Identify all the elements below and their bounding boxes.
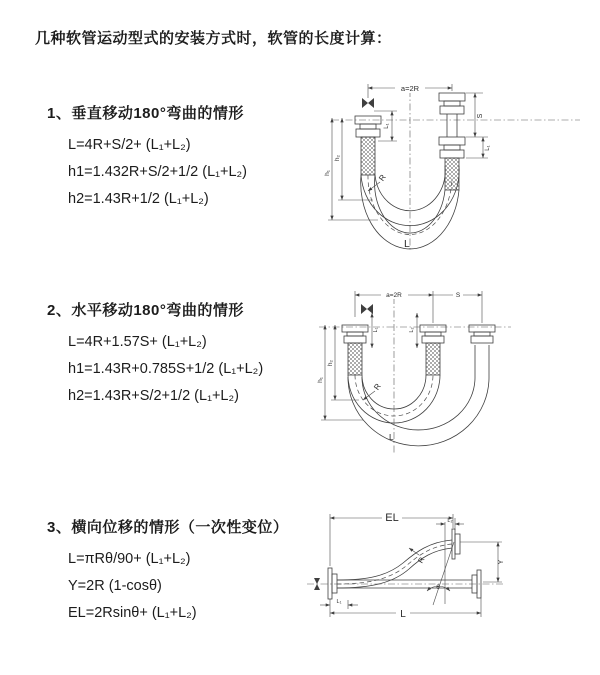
formula-L: L=4R+1.57S+ (L₁+L₂) <box>68 334 207 350</box>
dim-label-h1: h₁ <box>317 377 324 383</box>
fixed-point-marker-icon <box>314 578 320 590</box>
dim-label-h1: h₁ <box>324 170 331 176</box>
dim-label-R: R <box>415 555 427 565</box>
dim-label-EL: EL <box>385 512 399 524</box>
fixed-point-marker-icon <box>361 304 373 314</box>
section-vertical-movement <box>47 102 247 213</box>
dim-label-h2: h₂ <box>334 154 341 162</box>
diagram-horizontal-180-bend <box>315 283 515 473</box>
angle-construction <box>427 522 454 605</box>
formula-EL: EL=2Rsinθ+ (L₁+L₂) <box>68 605 197 621</box>
braided-hose <box>445 158 459 190</box>
braided-hose <box>426 343 440 375</box>
dim-label-theta: θ <box>436 584 440 591</box>
dimension-fitting-right <box>466 137 491 158</box>
hose-u-bend <box>361 166 459 249</box>
dim-label-a2r: a=2R <box>400 84 420 93</box>
flange-fitting-right-moved <box>469 325 495 343</box>
dimension-width <box>355 289 482 323</box>
dimension-fitting-right <box>436 518 464 530</box>
hose-s-curve <box>337 540 452 588</box>
dim-label-L: L <box>400 609 406 620</box>
flange-fitting-right <box>439 93 465 190</box>
flange-fitting-left <box>342 325 368 375</box>
formula-L: L=πRθ/90+ (L₁+L₂) <box>68 551 191 567</box>
dim-label-L1-left: L₁ <box>384 123 390 129</box>
braided-hose <box>348 343 362 375</box>
dim-label-L1-right: L₁ <box>485 145 491 151</box>
braided-hose <box>361 137 375 175</box>
dimension-EL <box>330 510 453 566</box>
dim-label-L1: L₁ <box>373 327 379 333</box>
dim-label-S: S <box>455 292 461 299</box>
dim-label-L2: L₂ <box>409 327 415 333</box>
dim-label-Y: Y <box>498 559 505 565</box>
section-horizontal-movement <box>47 299 263 410</box>
dimension-Y <box>460 542 505 582</box>
dim-label-h2: h₂ <box>327 359 334 367</box>
dim-label-L: L <box>389 432 394 442</box>
formula-Y: Y=2R (1-cosθ) <box>68 578 162 594</box>
dim-label-L2: L₂ <box>447 518 453 524</box>
section-2-heading: 2、水平移动180°弯曲的情形 <box>47 302 244 319</box>
fixed-point-marker-icon <box>362 98 374 108</box>
dim-label-R: R <box>377 172 388 183</box>
dim-label-L1: L₁ <box>336 599 342 605</box>
dim-label-S: S <box>477 113 484 119</box>
formula-h1: h1=1.432R+S/2+1/2 (L₁+L₂) <box>68 164 248 180</box>
formula-h2: h2=1.43R+S/2+1/2 (L₁+L₂) <box>68 388 239 404</box>
diagram-vertical-180-bend <box>318 78 590 256</box>
dimension-fitting-left <box>374 111 397 141</box>
section-lateral-displacement <box>47 516 288 627</box>
flange-fitting-left <box>355 116 381 175</box>
dimension-length <box>330 598 481 620</box>
formula-h2: h2=1.43R+1/2 (L₁+L₂) <box>68 191 209 207</box>
formula-L: L=4R+S/2+ (L₁+L₂) <box>68 137 191 153</box>
flange-left <box>328 568 337 599</box>
dim-label-R: R <box>372 381 383 392</box>
dimension-fittings <box>372 313 417 348</box>
dimension-stroke-S <box>466 93 488 137</box>
dimension-fitting-left <box>320 599 358 609</box>
dim-label-L: L <box>404 238 410 250</box>
flange-fitting-middle <box>420 325 446 375</box>
section-3-heading: 3、横向位移的情形（一次性变位） <box>47 519 289 536</box>
section-1-heading: 1、垂直移动180°弯曲的情形 <box>47 105 244 122</box>
formula-h1: h1=1.43R+0.785S+1/2 (L₁+L₂) <box>68 361 264 377</box>
page-title: 几种软管运动型式的安装方式时，软管的长度计算： <box>35 30 392 47</box>
diagram-lateral-displacement <box>303 492 513 627</box>
dim-label-a2r: a=2R <box>386 292 402 299</box>
